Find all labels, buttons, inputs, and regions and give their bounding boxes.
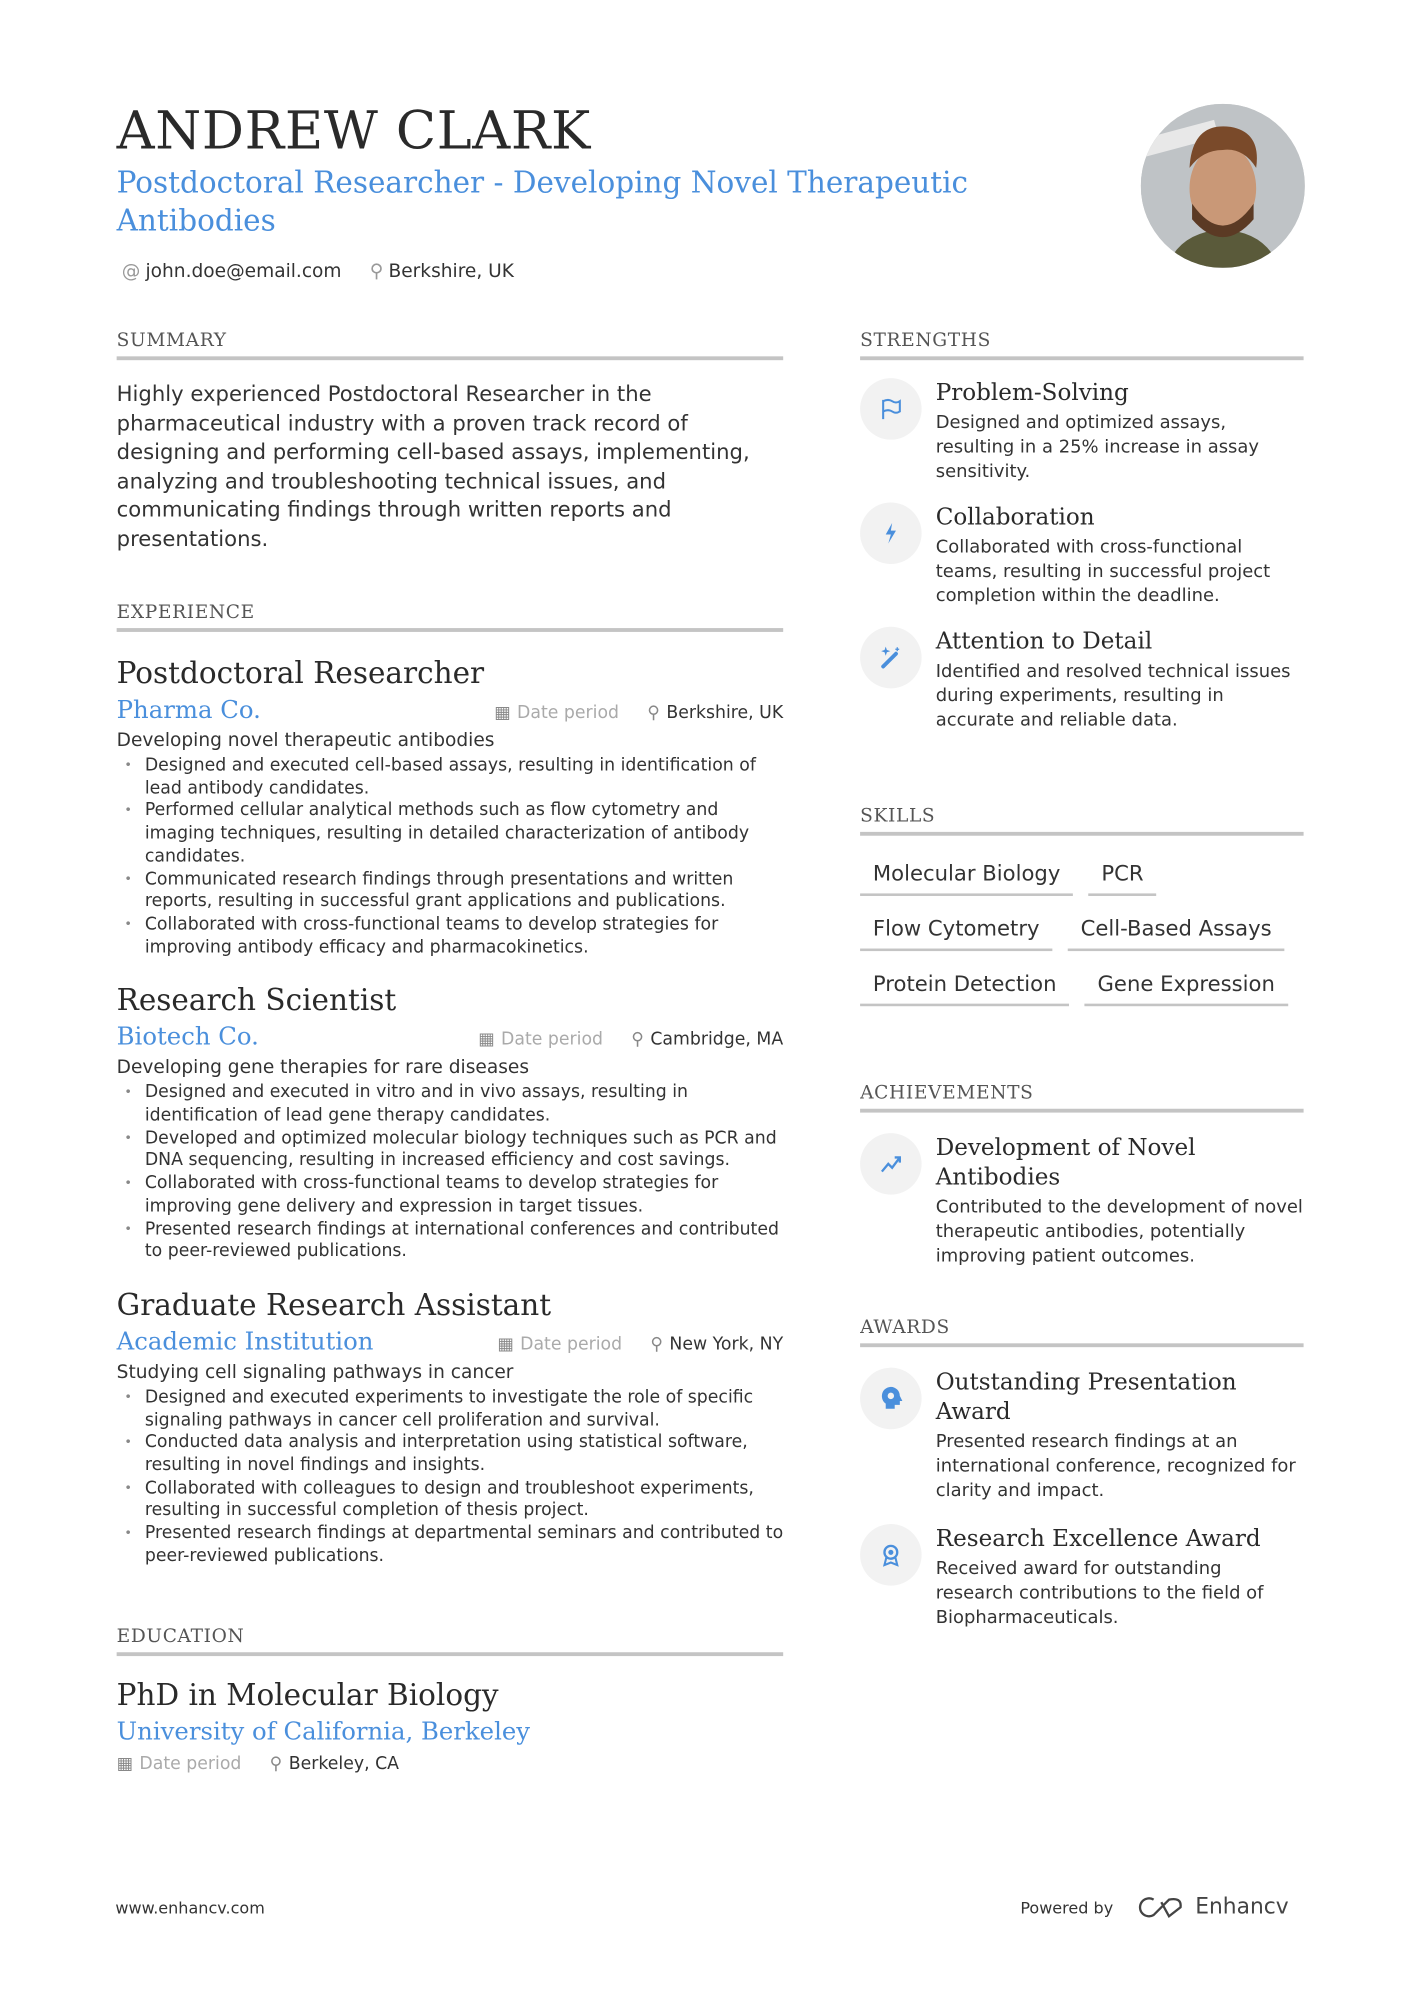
job-date: ▦ Date period: [497, 1334, 623, 1355]
job-location: ⚲ New York, NY: [650, 1334, 784, 1355]
strengths-text: Designed and optimized assays, resulting in a 25% increase in assay sensitivity.: [935, 412, 1260, 482]
section-heading: EXPERIENCE: [117, 602, 784, 631]
award-ribbon-icon: [860, 1524, 922, 1586]
candidate-name: ANDREW CLARK: [116, 99, 591, 162]
calendar-icon: ▦: [116, 1753, 134, 1775]
section-heading: EDUCATION: [117, 1627, 784, 1656]
job-bullet: • Conducted data analysis and interpretation using statistical software, resulting in novel findings and insights.: [145, 1432, 783, 1477]
school: University of California, Berkeley: [116, 1717, 531, 1746]
footer-website[interactable]: www.enhancv.com: [115, 1898, 265, 1918]
skills-section: [860, 806, 1304, 1006]
magic-wand-icon: [860, 627, 922, 689]
company-name: Biotech Co.: [116, 1023, 259, 1052]
location-pin-icon: ⚲: [269, 1753, 283, 1775]
job-entry: [117, 985, 784, 1264]
section-heading: SKILLS: [860, 806, 1304, 835]
enhancv-logo-icon: [1139, 1896, 1185, 1919]
awards-title: Outstanding Presentation Award: [935, 1368, 1237, 1426]
awards-section: [860, 1318, 1304, 1631]
skill-tag: PCR: [1089, 854, 1157, 896]
experience-section: [117, 602, 784, 1568]
contact-info: [122, 261, 514, 282]
degree: PhD in Molecular Biology: [116, 1679, 499, 1713]
location-pin-icon: ⚲: [647, 702, 660, 723]
at-icon: @: [121, 261, 141, 282]
job-bullet: • Communicated research findings through presentations and written reports, resulting in successful grant applications and publications.: [145, 868, 783, 913]
strengths-title: Problem-Solving: [935, 379, 1129, 407]
strengths-item: [860, 627, 1304, 733]
lightning-icon: [860, 502, 922, 564]
job-bullet: • Developed and optimized molecular biology techniques such as PCR and DNA sequencing, resulting in increased efficiency and cost savings.: [145, 1128, 783, 1173]
skill-tag: Protein Detection: [860, 964, 1069, 1006]
job-bullets: [117, 1387, 784, 1569]
head-idea-icon: [860, 1368, 922, 1430]
job-entry: [117, 658, 784, 960]
awards-item: [860, 1368, 1304, 1504]
skill-tag: Gene Expression: [1085, 964, 1288, 1006]
profile-photo: [1141, 104, 1305, 268]
strengths-item: [860, 502, 1304, 608]
education-location: ⚲ Berkeley, CA: [269, 1753, 400, 1775]
job-bullet: • Collaborated with cross-functional teams to develop strategies for improving antibody efficacy and pharmacokinetics.: [145, 914, 783, 959]
footer-branding: [1020, 1895, 1288, 1921]
job-bullet: • Designed and executed cell-based assays, resulting in identification of lead antibody candidates.: [145, 755, 783, 800]
job-description: Developing gene therapies for rare diseases: [116, 1057, 530, 1079]
calendar-icon: ▦: [497, 1334, 514, 1355]
strengths-text: Collaborated with cross-functional teams, resulting in successful project completion within the deadline.: [935, 537, 1271, 607]
skill-tag: Molecular Biology: [860, 854, 1073, 896]
summary-section: [117, 331, 784, 554]
job-bullet: • Collaborated with cross-functional teams to develop strategies for improving gene delivery and expression in target tissues.: [145, 1173, 783, 1218]
achievements-title: Development of Novel Antibodies: [935, 1134, 1196, 1191]
achievements-item: [860, 1133, 1304, 1269]
job-bullet: • Designed and executed in vitro and in vivo assays, resulting in identification of lead gene therapy candidates.: [145, 1082, 783, 1127]
strengths-section: [860, 331, 1304, 733]
section-heading: AWARDS: [860, 1318, 1304, 1347]
job-title: Graduate Research Assistant: [116, 1289, 552, 1323]
contact-location: ⚲ Berkshire, UK: [369, 261, 514, 282]
calendar-icon: ▦: [494, 702, 511, 723]
section-heading: SUMMARY: [117, 331, 784, 360]
job-bullets: [117, 755, 784, 959]
job-bullet: • Designed and executed experiments to investigate the role of specific signaling pathways in cancer cell proliferation and survival.: [145, 1387, 783, 1432]
strengths-title: Attention to Detail: [935, 628, 1153, 655]
candidate-title: Postdoctoral Researcher - Developing Novel Therapeutic Antibodies: [116, 166, 969, 239]
job-bullet: • Presented research findings at departmental seminars and contributed to peer-reviewed publications.: [145, 1523, 783, 1568]
job-description: Studying cell signaling pathways in cancer: [116, 1362, 514, 1384]
achievements-section: [860, 1083, 1304, 1269]
calendar-icon: ▦: [478, 1029, 495, 1051]
awards-text: Received award for outstanding research contributions to the field of Biopharmaceuticals.: [935, 1558, 1264, 1628]
flag-icon: [860, 378, 922, 440]
job-bullet: • Performed cellular analytical methods such as flow cytometry and imaging techniques, resulting in detailed characterization of antibody candidates.: [145, 800, 783, 868]
skill-tag: Flow Cytometry: [860, 909, 1052, 951]
powered-by-label: Powered by: [1020, 1897, 1114, 1917]
job-title: Postdoctoral Researcher: [116, 657, 485, 691]
strengths-item: [860, 378, 1304, 484]
strengths-title: Collaboration: [935, 503, 1095, 531]
location-pin-icon: ⚲: [650, 1334, 664, 1355]
job-entry: [117, 1289, 784, 1568]
company-name: Academic Institution: [116, 1327, 374, 1357]
location-pin-icon: ⚲: [369, 261, 384, 282]
job-bullet: • Collaborated with colleagues to design and troubleshoot experiments, resulting in successful completion of thesis project.: [145, 1478, 783, 1523]
education-date: ▦ Date period: [116, 1753, 242, 1775]
education-section: [117, 1627, 784, 1774]
section-heading: STRENGTHS: [860, 331, 1304, 360]
job-date: ▦ Date period: [478, 1029, 604, 1051]
job-location: ⚲ Cambridge, MA: [631, 1029, 784, 1051]
job-bullet: • Presented research findings at international conferences and contributed to peer-reviewed publications.: [145, 1218, 783, 1263]
growth-icon: [860, 1133, 922, 1195]
summary-text: Highly experienced Postdoctoral Researcher in the pharmaceutical industry with a proven track record of designing and performing cell-based assays, implementing, analyzing and troubleshooting technical issues, and communicating findings through written reports and presentations.: [116, 381, 750, 551]
strengths-text: Identified and resolved technical issues during experiments, resulting in accurate and reliable data.: [935, 661, 1291, 731]
awards-title: Research Excellence Award: [935, 1525, 1261, 1553]
awards-item: [860, 1524, 1304, 1630]
awards-text: Presented research findings at an international conference, recognized for clarity and impact.: [935, 1431, 1296, 1501]
contact-email[interactable]: @ john.doe@email.com: [121, 261, 342, 282]
job-title: Research Scientist: [116, 984, 397, 1019]
enhancv-logo: Enhancv: [1139, 1895, 1289, 1921]
job-location: ⚲ Berkshire, UK: [647, 702, 784, 723]
section-heading: ACHIEVEMENTS: [860, 1083, 1304, 1112]
achievements-text: Contributed to the development of novel therapeutic antibodies, potentially improving patient outcomes.: [935, 1197, 1303, 1267]
job-description: Developing novel therapeutic antibodies: [116, 730, 495, 752]
job-date: ▦ Date period: [494, 702, 620, 723]
company-name: Pharma Co.: [116, 696, 261, 725]
skill-tag: Cell-Based Assays: [1068, 909, 1285, 951]
location-pin-icon: ⚲: [631, 1029, 644, 1051]
job-bullets: [117, 1082, 784, 1264]
